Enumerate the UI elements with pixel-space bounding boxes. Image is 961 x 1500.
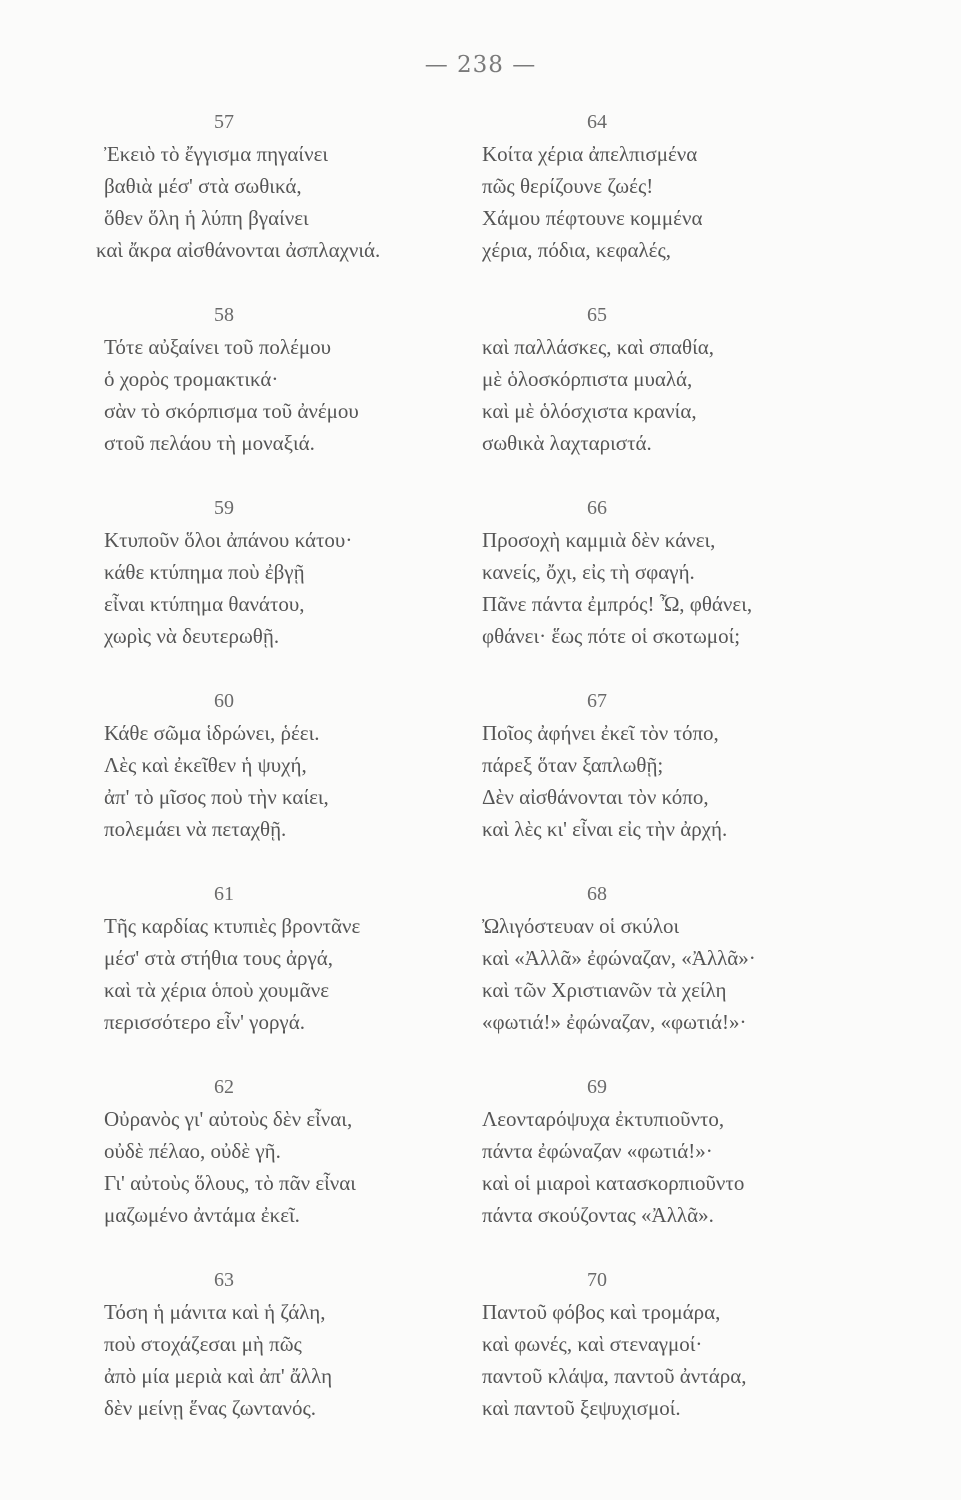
stanza-number: 64 <box>587 111 607 133</box>
verse-line: Τῆς καρδίας κτυπιὲς βροντᾶνε <box>104 914 361 938</box>
verse-line: ποὺ στοχάζεσαι μὴ πῶς <box>104 1332 302 1356</box>
page-number: — 238 — <box>424 52 537 78</box>
stanza-58 <box>104 299 494 492</box>
verse-line: καὶ φωνές, καὶ στεναγμοί· <box>482 1332 703 1356</box>
stanza-number: 66 <box>587 497 607 519</box>
verse-line: Χάμου πέφτουνε κομμένα <box>482 206 703 230</box>
stanza-number: 69 <box>587 1076 607 1098</box>
verse-line: Γι' αὐτοὺς ὅλους, τὸ πᾶν εἶναι <box>104 1171 356 1195</box>
verse-line: παντοῦ κλάψα, παντοῦ ἀντάρα, <box>482 1364 747 1388</box>
verse-line: ὁ χορὸς τρομακτικά· <box>104 367 279 391</box>
stanza-69 <box>482 1071 902 1264</box>
verse-line: πῶς θερίζουνε ζωές! <box>482 174 654 198</box>
verse-line: «φωτιά!» ἐφώναζαν, «φωτιά!»· <box>482 1010 747 1034</box>
verse-line: βαθιὰ μέσ' στὰ σωθικά, <box>104 174 302 198</box>
verse-line: Οὐρανὸς γι' αὐτοὺς δὲν εἶναι, <box>104 1107 353 1131</box>
verse-line: Πᾶνε πάντα ἐμπρός! Ὦ, φθάνει, <box>482 592 753 616</box>
stanza-number: 63 <box>214 1269 234 1291</box>
verse-line: Κάθε σῶμα ἱδρώνει, ῥέει. <box>104 721 320 745</box>
verse-line: χωρὶς νὰ δευτερωθῇ. <box>104 624 280 648</box>
right-column <box>482 106 902 1457</box>
verse-line: Παντοῦ φόβος καὶ τρομάρα, <box>482 1300 721 1324</box>
verse-line: χέρια, πόδια, κεφαλές, <box>482 238 672 262</box>
verse-line: μαζωμένο ἀντάμα ἐκεῖ. <box>104 1203 300 1227</box>
stanza-61 <box>104 878 494 1071</box>
stanza-number: 70 <box>587 1269 607 1291</box>
verse-line: πάντα σκούζοντας «Ἀλλᾶ». <box>482 1203 714 1227</box>
verse-line: Δὲν αἰσθάνονται τὸν κόπο, <box>482 785 709 809</box>
stanza-number: 62 <box>214 1076 234 1098</box>
stanza-59 <box>104 492 494 685</box>
verse-line: πολεμάει νὰ πεταχθῇ. <box>104 817 287 841</box>
verse-line: οὐδὲ πέλαο, οὐδὲ γῆ. <box>104 1139 281 1163</box>
verse-line: Προσοχὴ καμμιὰ δὲν κάνει, <box>482 528 716 552</box>
stanza-number: 65 <box>587 304 607 326</box>
verse-line: Ὠλιγόστευαν οἱ σκύλοι <box>482 914 680 938</box>
stanza-66 <box>482 492 902 685</box>
verse-line: Κτυποῦν ὅλοι ἀπάνου κάτου· <box>104 528 353 552</box>
verse-line: δὲν μείνῃ ἕνας ζωντανός. <box>104 1396 317 1420</box>
verse-line: κανείς, ὄχι, εἰς τὴ σφαγή. <box>482 560 695 584</box>
verse-line: σὰν τὸ σκόρπισμα τοῦ ἀνέμου <box>104 399 359 423</box>
verse-line: πάρεξ ὅταν ξαπλωθῇ; <box>482 753 664 777</box>
verse-line: Ἐκειὸ τὸ ἔγγισμα πηγαίνει <box>104 142 329 166</box>
verse-line: καὶ μὲ ὁλόσχιστα κρανία, <box>482 399 697 423</box>
verse-line: ἀπὸ μία μεριὰ καὶ ἀπ' ἄλλη <box>104 1364 333 1388</box>
stanza-65 <box>482 299 902 492</box>
verse-line: Λὲς καὶ ἐκεῖθεν ἡ ψυχή, <box>104 753 307 777</box>
verse-line: καὶ ἄκρα αἰσθάνονται ἀσπλαχνιά. <box>96 238 381 262</box>
verse-line: καὶ παντοῦ ξεψυχισμοί. <box>482 1396 681 1420</box>
verse-line: κάθε κτύπημα ποὺ ἐβγῇ <box>104 560 305 584</box>
stanza-70 <box>482 1264 902 1457</box>
left-column <box>96 106 494 1457</box>
verse-line: πάντα ἐφώναζαν «φωτιά!»· <box>482 1139 713 1163</box>
verse-line: Τότε αὐξαίνει τοῦ πολέμου <box>104 335 332 359</box>
stanza-60 <box>104 685 494 878</box>
stanza-57 <box>96 106 494 299</box>
verse-line: εἶναι κτύπημα θανάτου, <box>104 592 305 616</box>
stanza-number: 67 <box>587 690 607 712</box>
verse-line: περισσότερο εἶν' γοργά. <box>104 1010 305 1034</box>
verse-line: ὅθεν ὅλη ἡ λύπη βγαίνει <box>104 206 309 230</box>
verse-line: στοῦ πελάου τὴ μοναξιά. <box>104 431 315 455</box>
stanza-67 <box>482 685 902 878</box>
verse-line: Κοίτα χέρια ἀπελπισμένα <box>482 142 698 166</box>
verse-line: Λεονταρόψυχα ἐκτυπιοῦντο, <box>482 1107 725 1131</box>
verse-line: καὶ λὲς κι' εἶναι εἰς τὴν ἀρχή. <box>482 817 728 841</box>
verse-line: φθάνει· ἕως πότε οἱ σκοτωμοί; <box>482 624 741 648</box>
verse-line: καὶ «Ἀλλᾶ» ἐφώναζαν, «Ἀλλᾶ»· <box>482 946 756 970</box>
stanza-number: 58 <box>214 304 234 326</box>
verse-line: καὶ τὰ χέρια ὁποὺ χουμᾶνε <box>104 978 330 1002</box>
verse-line: μέσ' στὰ στήθια τους ἀργά, <box>104 946 334 970</box>
verse-line: Ποῖος ἀφήνει ἐκεῖ τὸν τόπο, <box>482 721 719 745</box>
verse-line: καὶ παλλάσκες, καὶ σπαθία, <box>482 335 714 359</box>
verse-line: μὲ ὁλοσκόρπιστα μυαλά, <box>482 367 693 391</box>
stanza-number: 68 <box>587 883 607 905</box>
verse-line: καὶ οἱ μιαροὶ κατασκορπιοῦντο <box>482 1171 745 1195</box>
verse-line: καὶ τῶν Χριστιανῶν τὰ χείλη <box>482 978 727 1002</box>
verse-line: ἀπ' τὸ μῖσος ποὺ τὴν καίει, <box>104 785 329 809</box>
stanza-number: 61 <box>214 883 234 905</box>
stanza-62 <box>104 1071 494 1264</box>
verse-line: σωθικὰ λαχταριστά. <box>482 431 652 455</box>
stanza-number: 59 <box>214 497 234 519</box>
stanza-68 <box>482 878 902 1071</box>
stanza-63 <box>104 1264 494 1457</box>
stanza-number: 60 <box>214 690 234 712</box>
stanza-number: 57 <box>214 111 234 133</box>
stanza-64 <box>482 106 902 299</box>
verse-line: Τόση ἡ μάνιτα καὶ ἡ ζάλη, <box>104 1300 326 1324</box>
